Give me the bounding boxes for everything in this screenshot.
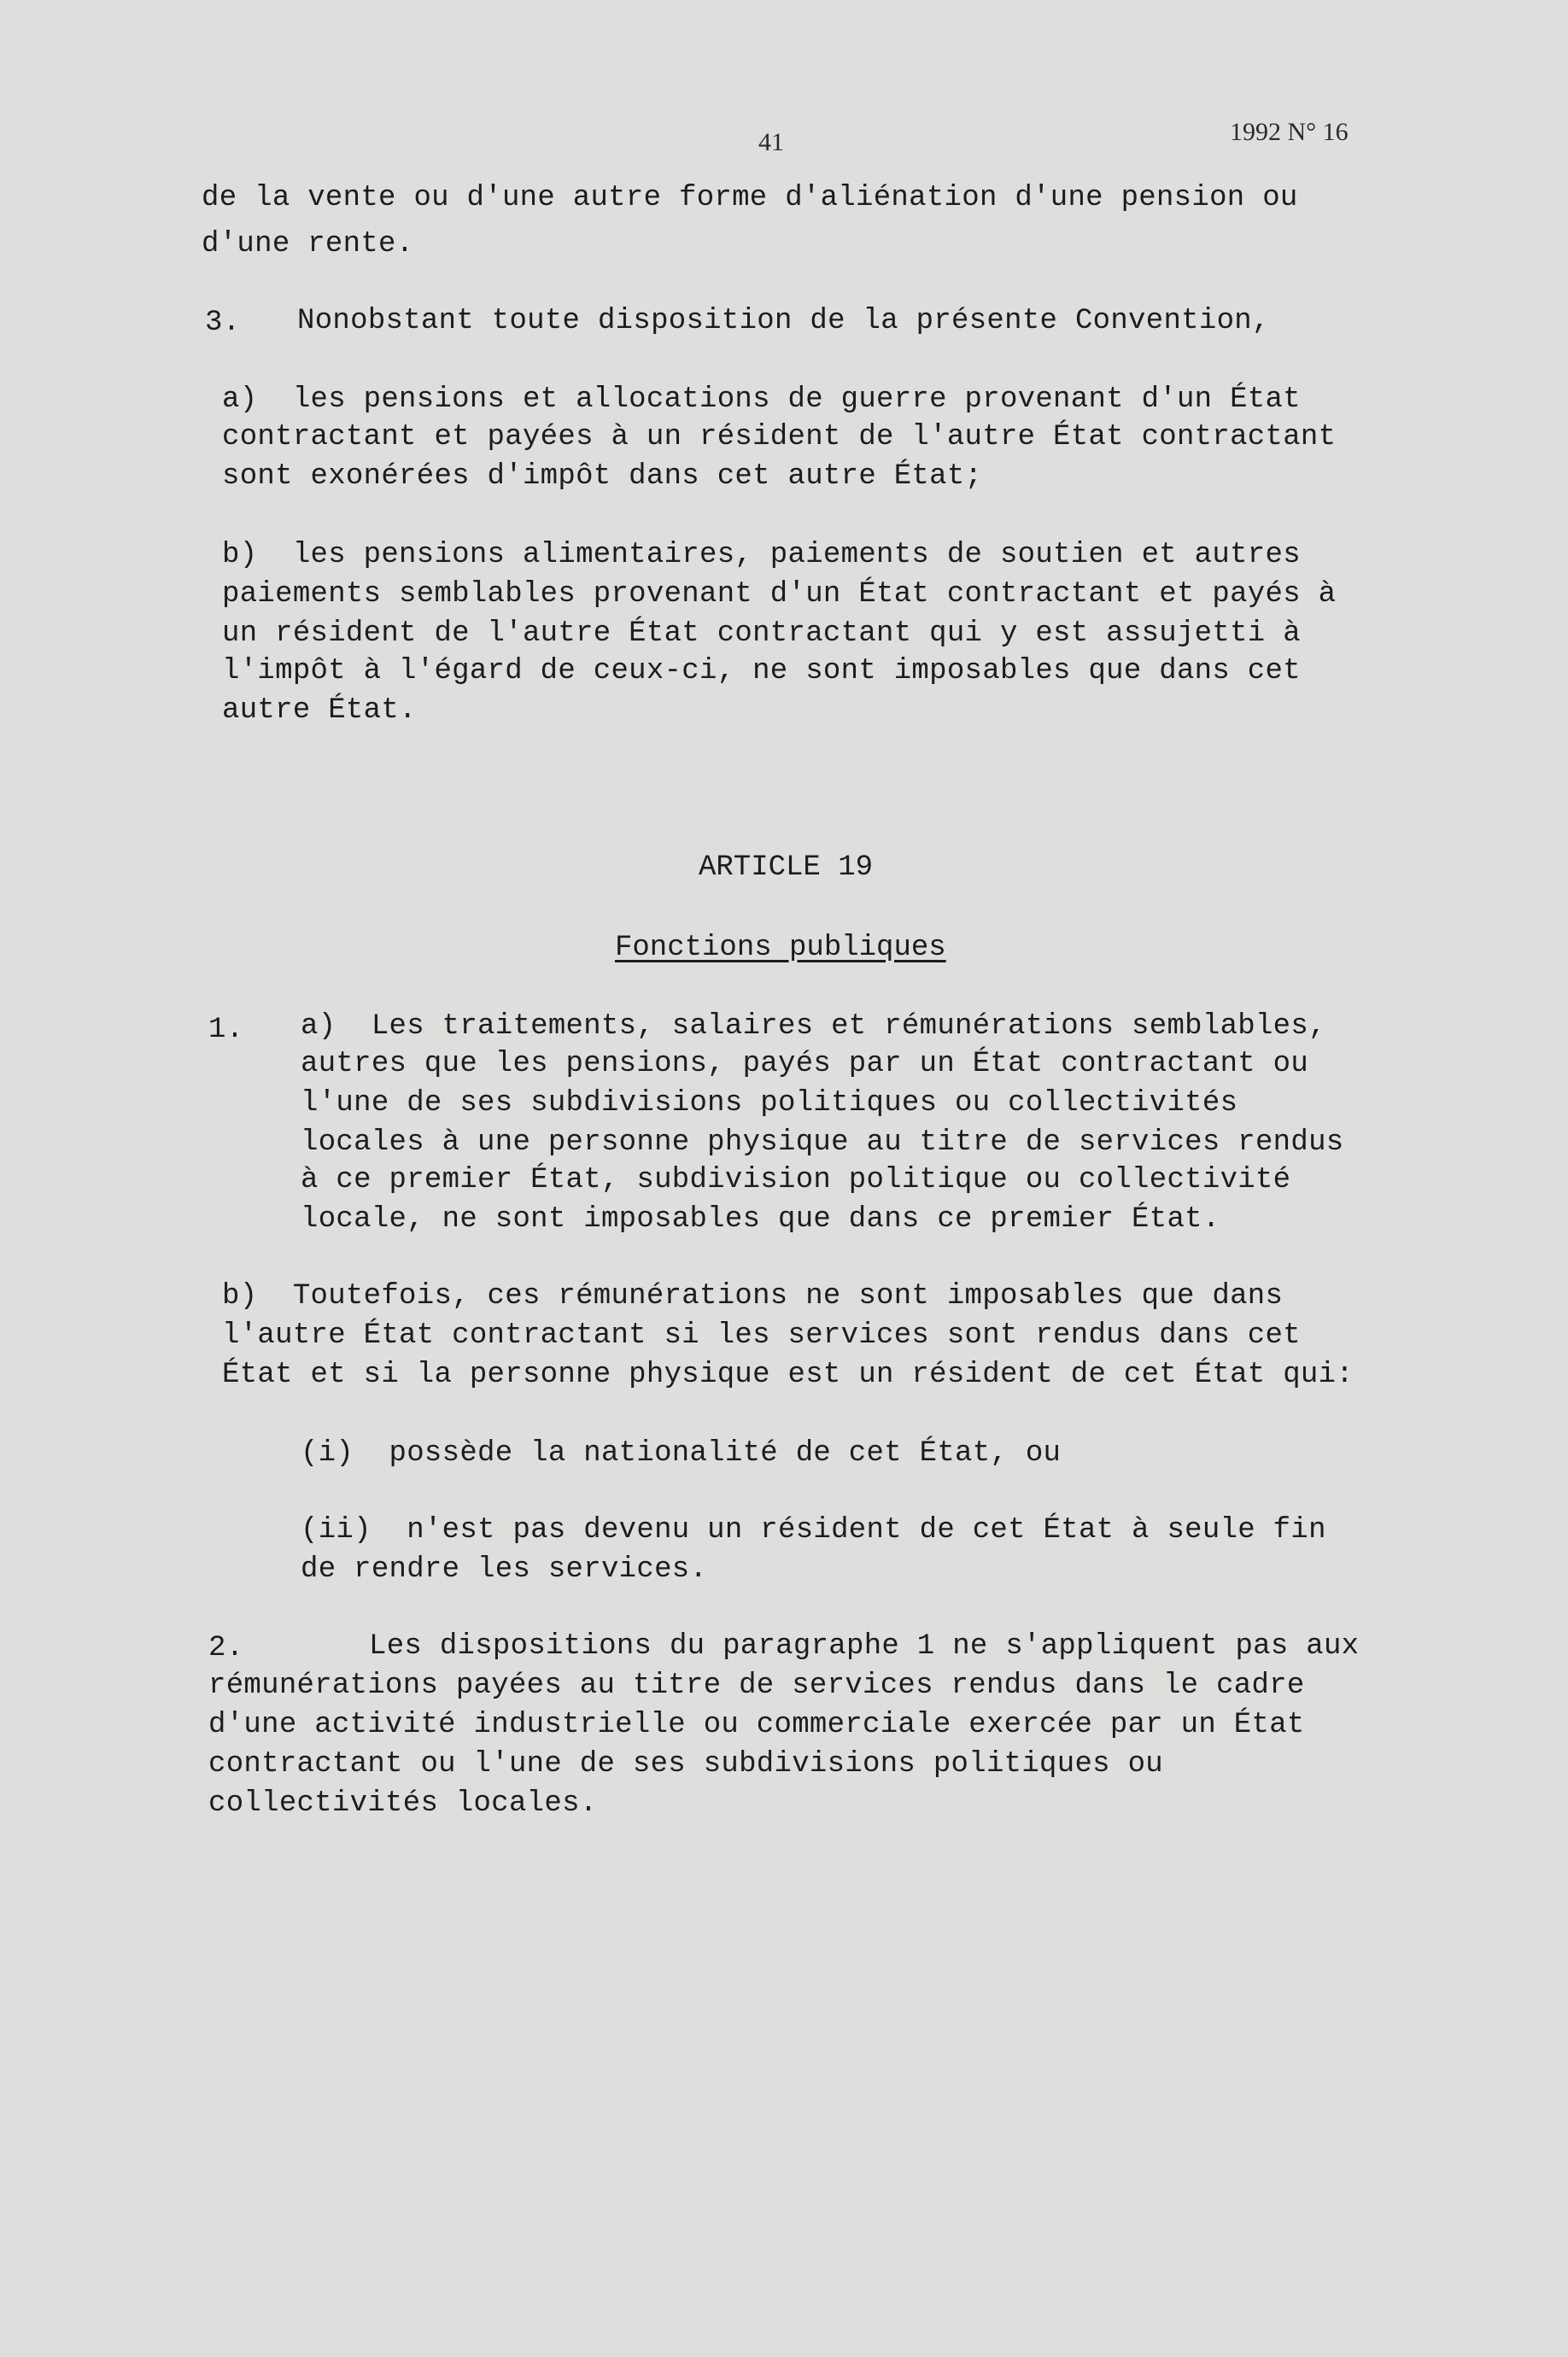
text-line: a) les pensions et allocations de guerre provenant d'un État: [222, 383, 1301, 416]
text-line: État et si la personne physique est un résident de cet État qui:: [222, 1359, 1354, 1391]
text-line: l'une de ses subdivisions politiques ou collectivités: [301, 1087, 1238, 1120]
text-line: (i) possède la nationalité de cet État, ou: [301, 1437, 1062, 1470]
text-line: Nonobstant toute disposition de la présente Convention,: [297, 305, 1270, 337]
page-number: 41: [758, 128, 784, 156]
text-line: à ce premier État, subdivision politique ou collectivité: [301, 1164, 1291, 1196]
text-line: collectivités locales.: [208, 1787, 598, 1820]
text-line: contractant ou l'une de ses subdivisions politiques ou: [208, 1748, 1163, 1781]
text-line: autre État.: [222, 694, 417, 727]
text-line: Les dispositions du paragraphe 1 ne s'appliquent pas aux: [369, 1630, 1360, 1663]
text-line: rémunérations payées au titre de services rendus dans le cadre: [208, 1670, 1305, 1702]
paragraph-number: 3.: [205, 307, 241, 339]
text-line: locales à une personne physique au titre de services rendus: [301, 1126, 1344, 1159]
text-line: contractant et payées à un résident de l'autre État contractant: [222, 421, 1337, 453]
text-line: (ii) n'est pas devenu un résident de cet État à seule fin: [301, 1514, 1326, 1547]
text-line: d'une activité industrielle ou commerciale exercée par un État: [208, 1709, 1305, 1741]
text-line: d'une rente.: [202, 228, 414, 260]
text-line: de rendre les services.: [301, 1553, 708, 1586]
text-line: paiements semblables provenant d'un État contractant et payés à: [222, 578, 1337, 611]
article-title: ARTICLE 19: [699, 851, 874, 884]
text-line: locale, ne sont imposables que dans ce premier État.: [301, 1203, 1220, 1236]
paragraph-number: 1.: [208, 1014, 244, 1046]
article-subtitle: Fonctions publiques: [615, 932, 946, 964]
paragraph-number: 2.: [208, 1632, 244, 1664]
text-line: b) les pensions alimentaires, paiements de soutien et autres: [222, 539, 1301, 571]
text-line: b) Toutefois, ces rémunérations ne sont imposables que dans: [222, 1280, 1284, 1313]
text-line: autres que les pensions, payés par un État contractant ou: [301, 1048, 1309, 1080]
document-reference: 1992 N° 16: [1230, 118, 1349, 146]
text-line: de la vente ou d'une autre forme d'aliénation d'une pension ou: [202, 182, 1298, 214]
text-line: l'autre État contractant si les services sont rendus dans cet: [222, 1319, 1301, 1352]
text-line: un résident de l'autre État contractant qui y est assujetti à: [222, 617, 1301, 650]
text-line: sont exonérées d'impôt dans cet autre État;: [222, 460, 983, 493]
text-line: a) Les traitements, salaires et rémunérations semblables,: [301, 1010, 1326, 1043]
text-line: l'impôt à l'égard de ceux-ci, ne sont imposables que dans cet: [222, 655, 1301, 687]
